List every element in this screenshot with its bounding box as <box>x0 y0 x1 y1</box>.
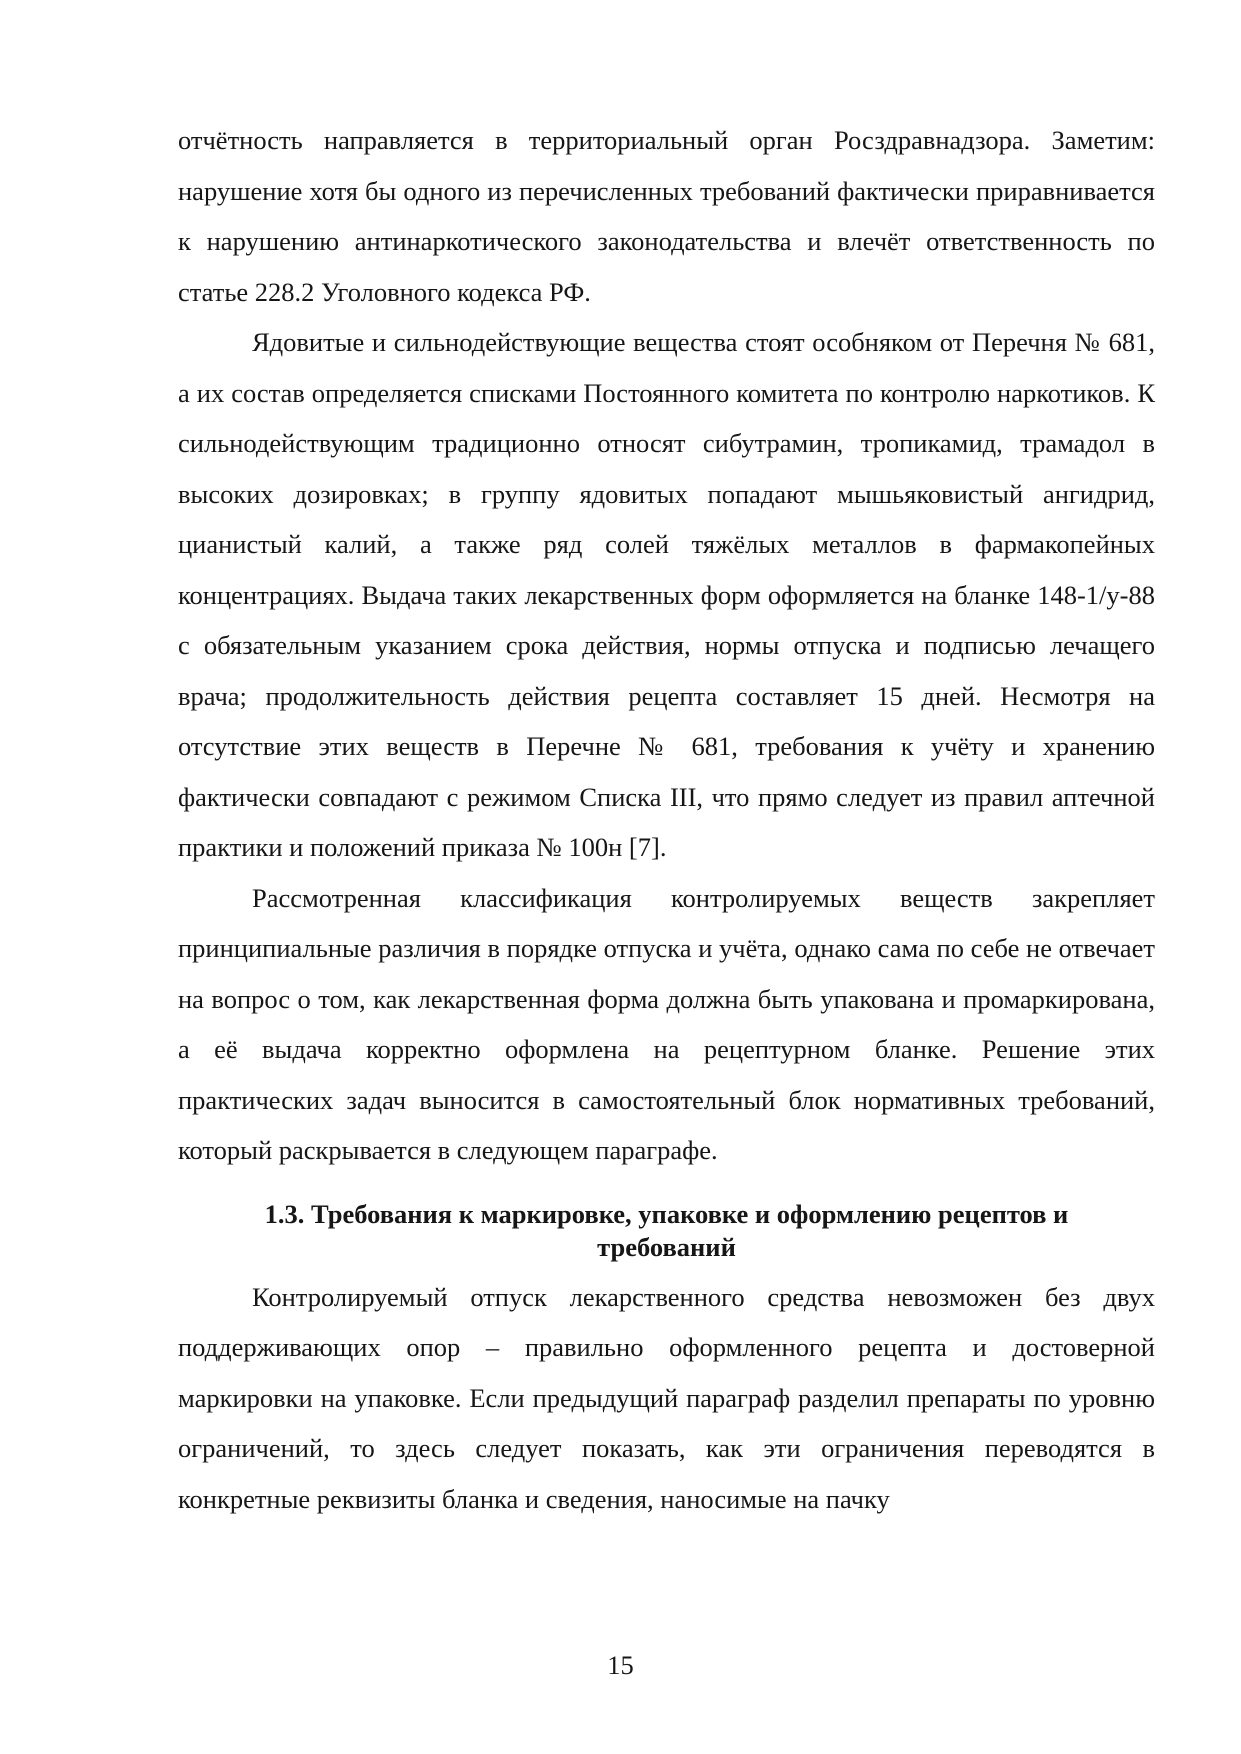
body-paragraph-3: Рассмотренная классификация контролируемых веществ закрепляет принципиальные различия в порядке отпуска и учёта, однако сама по себе не отвечает на вопрос о том, как лекарственная форма должна быть упакована и промаркирована, а её выдача корректно оформлена на рецептурном бланке. Решение этих практических задач выносится в самостоятельный блок нормативных требований, который раскрывается в следующем параграфе. <box>178 882 1155 1165</box>
body-paragraph-4: Контролируемый отпуск лекарственного средства невозможен без двух поддерживающих опор – правильно оформленного рецепта и достоверной маркировки на упаковке. Если предыдущий параграф разделил препараты по уровню ограничений, то здесь следует показать, как эти ограничения переводятся в конкретные реквизиты бланка и сведения, наносимые на пачку <box>178 1281 1155 1514</box>
section-heading <box>178 1198 1155 1264</box>
page-number: 15 <box>607 1650 634 1680</box>
body-paragraph-2: Ядовитые и сильнодействующие вещества стоят особняком от Перечня № 681, а их состав определяется списками Постоянного комитета по контролю наркотиков. К сильнодействующим традиционно относят сибутрамин, тропикамид, трамадол в высоких дозировках; в группу ядовитых попадают мышьяковистый ангидрид, цианистый калий, а также ряд солей тяжёлых металлов в фармакопейных концентрациях. Выдача таких лекарственных форм оформляется на бланке 148-1/у-88 с обязательным указанием срока действия, нормы отпуска и подписью лечащего врача; продолжительность действия рецепта составляет 15 дней. Несмотря на отсутствие этих веществ в Перечне № 681, требования к учёту и хранению фактически совпадают с режимом Списка III, что прямо следует из правил аптечной практики и положений приказа № 100н [7]. <box>178 327 1155 862</box>
document-body <box>178 115 1155 1524</box>
section-heading-line-1: 1.3. Требования к маркировке, упаковке и оформлению рецептов и <box>264 1198 1069 1229</box>
body-paragraph-1: отчётность направляется в территориальный орган Росздравнадзора. Заметим: нарушение хотя бы одного из перечисленных требований фактически приравнивается к нарушению антинаркотического законодательства и влечёт ответственность по статье 228.2 Уголовного кодекса РФ. <box>178 125 1155 307</box>
section-heading-line-2: требований <box>597 1231 736 1262</box>
